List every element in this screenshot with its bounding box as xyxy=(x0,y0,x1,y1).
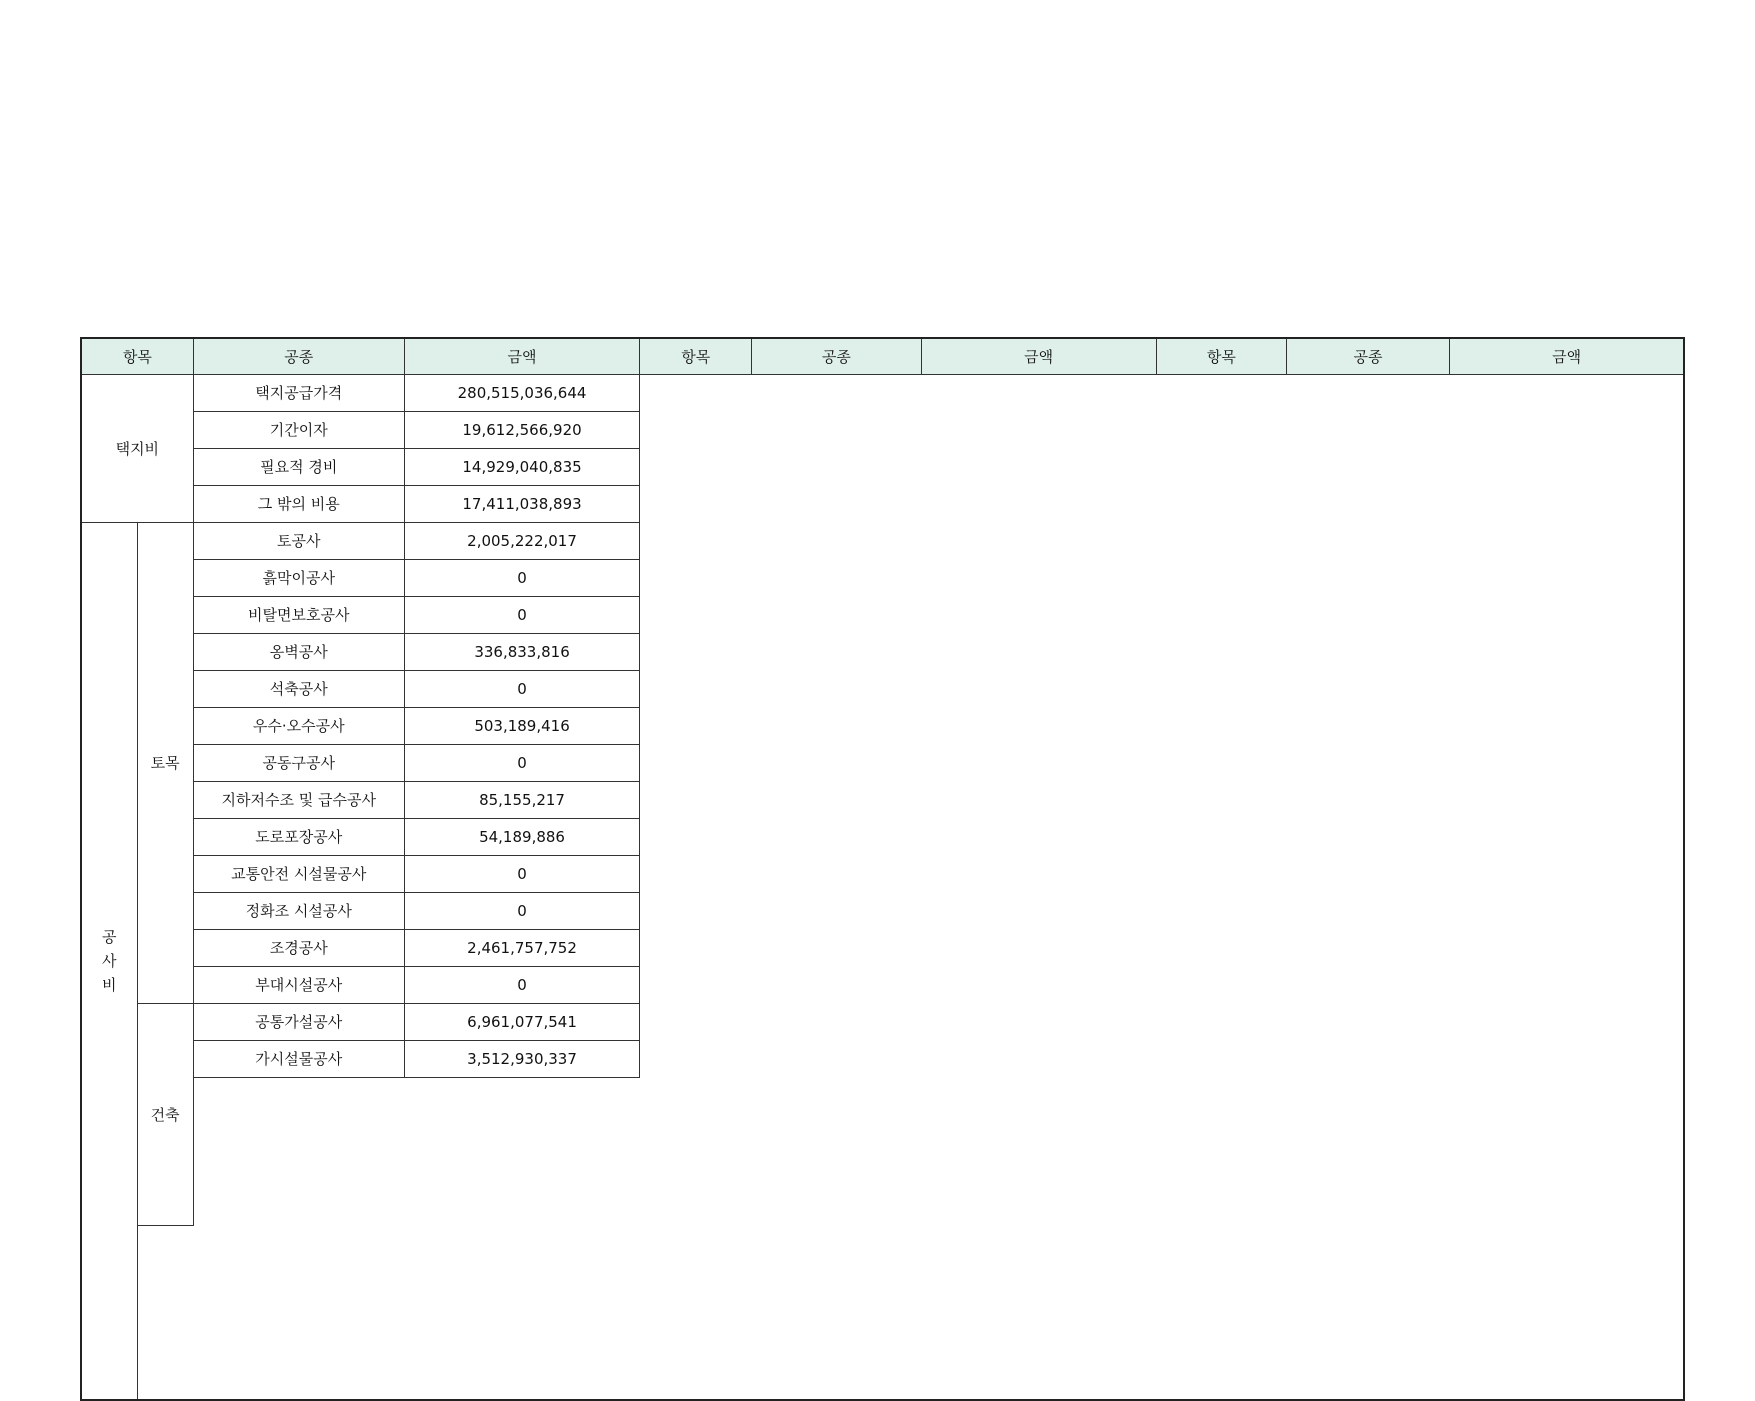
table-row xyxy=(81,1151,1684,1188)
work-name: 도로포장공사 xyxy=(193,818,404,855)
header-amount: 금액 xyxy=(1450,338,1684,374)
work-name: 옹벽공사 xyxy=(193,633,404,670)
table-row xyxy=(81,818,1684,855)
work-amount: 3,512,930,337 xyxy=(404,1040,639,1077)
table-row xyxy=(81,781,1684,818)
table-row xyxy=(81,1371,1684,1400)
work-name: 정화조 시설공사 xyxy=(193,892,404,929)
table-row xyxy=(81,1040,1684,1077)
work-amount: 503,189,416 xyxy=(404,707,639,744)
header-item: 항목 xyxy=(81,338,193,374)
work-name: 공동구공사 xyxy=(193,744,404,781)
work-amount: 17,411,038,893 xyxy=(404,485,639,522)
work-name: 공통가설공사 xyxy=(193,1003,404,1040)
work-amount: 0 xyxy=(404,744,639,781)
work-name: 기간이자 xyxy=(193,411,404,448)
header-work: 공종 xyxy=(1286,338,1449,374)
work-amount: 2,005,222,017 xyxy=(404,522,639,559)
table-row xyxy=(81,855,1684,892)
table-row xyxy=(81,633,1684,670)
table-row xyxy=(81,374,1684,411)
work-amount: 19,612,566,920 xyxy=(404,411,639,448)
work-name: 그 밖의 비용 xyxy=(193,485,404,522)
header-item: 항목 xyxy=(1156,338,1286,374)
work-name: 토공사 xyxy=(193,522,404,559)
group-construction-a: 공 사 비 xyxy=(81,522,137,1400)
table-row xyxy=(81,1262,1684,1299)
table-row xyxy=(81,1225,1684,1262)
work-amount: 0 xyxy=(404,559,639,596)
work-amount: 0 xyxy=(404,596,639,633)
table-row xyxy=(81,1336,1684,1371)
table-row xyxy=(81,411,1684,448)
work-amount: 2,461,757,752 xyxy=(404,929,639,966)
work-name: 교통안전 시설물공사 xyxy=(193,855,404,892)
table-row xyxy=(81,596,1684,633)
header-work: 공종 xyxy=(193,338,404,374)
table-row xyxy=(81,670,1684,707)
table-row xyxy=(81,338,1684,374)
work-name: 택지공급가격 xyxy=(193,374,404,411)
work-name: 부대시설공사 xyxy=(193,966,404,1003)
header-amount: 금액 xyxy=(921,338,1156,374)
work-amount: 0 xyxy=(404,892,639,929)
work-amount: 6,961,077,541 xyxy=(404,1003,639,1040)
work-name: 석축공사 xyxy=(193,670,404,707)
table-row xyxy=(81,559,1684,596)
work-name: 비탈면보호공사 xyxy=(193,596,404,633)
work-amount: 85,155,217 xyxy=(404,781,639,818)
table-row xyxy=(81,707,1684,744)
group-civil: 토목 xyxy=(137,522,193,1003)
work-name: 흙막이공사 xyxy=(193,559,404,596)
work-amount: 0 xyxy=(404,855,639,892)
table-row xyxy=(81,485,1684,522)
work-name: 지하저수조 및 급수공사 xyxy=(193,781,404,818)
work-amount: 0 xyxy=(404,966,639,1003)
work-name: 조경공사 xyxy=(193,929,404,966)
table-row xyxy=(81,1077,1684,1114)
work-amount: 54,189,886 xyxy=(404,818,639,855)
work-name: 필요적 경비 xyxy=(193,448,404,485)
work-amount: 0 xyxy=(404,670,639,707)
table-row xyxy=(81,1299,1684,1336)
work-amount: 336,833,816 xyxy=(404,633,639,670)
header-item: 항목 xyxy=(640,338,752,374)
header-work: 공종 xyxy=(752,338,921,374)
table-row xyxy=(81,966,1684,1003)
table-row xyxy=(81,929,1684,966)
table-row xyxy=(81,1114,1684,1151)
cost-table xyxy=(80,337,1685,1401)
table-row xyxy=(81,1003,1684,1040)
group-building-a: 건축 xyxy=(137,1003,193,1225)
header-amount: 금액 xyxy=(404,338,639,374)
table-row xyxy=(81,744,1684,781)
table-row xyxy=(81,1188,1684,1225)
group-land: 택지비 xyxy=(81,374,193,522)
work-amount: 280,515,036,644 xyxy=(404,374,639,411)
table-row xyxy=(81,448,1684,485)
work-name: 가시설물공사 xyxy=(193,1040,404,1077)
work-amount: 14,929,040,835 xyxy=(404,448,639,485)
work-name: 우수·오수공사 xyxy=(193,707,404,744)
table-row xyxy=(81,892,1684,929)
table-row xyxy=(81,522,1684,559)
